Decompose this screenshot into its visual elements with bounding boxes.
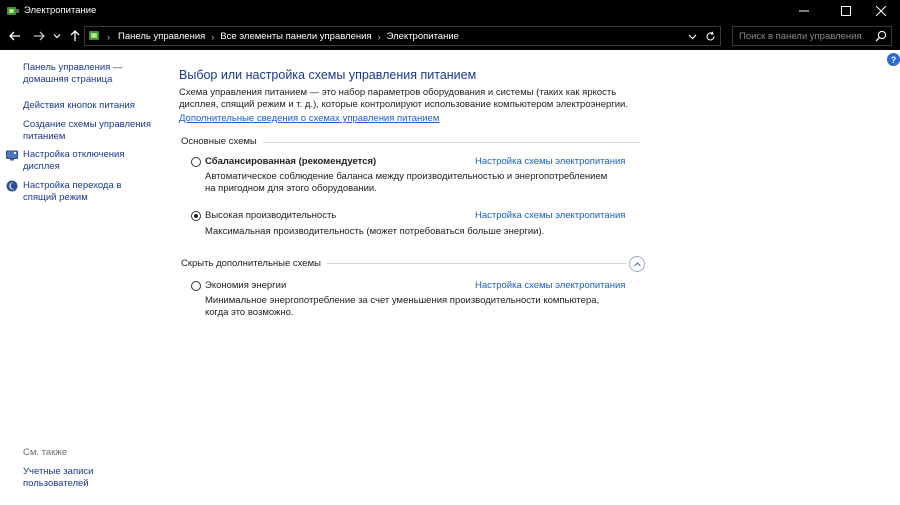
- sidebar-item-create-power-plan[interactable]: [23, 119, 151, 143]
- plan-description-line: Максимальная производительность (может потребоваться больше энергии).: [205, 226, 545, 237]
- close-button[interactable]: [864, 0, 898, 22]
- search-icon[interactable]: [875, 30, 887, 42]
- sidebar-item-sleep-settings[interactable]: [23, 180, 121, 204]
- breadcrumb-item[interactable]: Электропитание: [386, 31, 459, 42]
- chevron-up-icon: [633, 260, 642, 269]
- minimize-icon: [799, 6, 809, 16]
- plan-description-line: когда это возможно.: [205, 307, 294, 318]
- forward-button[interactable]: [30, 27, 48, 45]
- plan-radio-balanced[interactable]: [191, 157, 201, 167]
- sidebar-item-label: Настройка перехода в: [23, 180, 122, 191]
- address-bar[interactable]: [84, 26, 721, 46]
- address-history-button[interactable]: [686, 30, 698, 42]
- breadcrumb-item[interactable]: Все элементы панели управления: [220, 31, 372, 42]
- window-title: Электропитание: [24, 5, 97, 16]
- refresh-button[interactable]: [704, 30, 716, 42]
- chevron-down-icon: [53, 32, 61, 40]
- search-input[interactable]: [733, 27, 873, 45]
- plan-description-line: на пригодном для этого оборудовании.: [205, 183, 377, 194]
- maximize-button[interactable]: [829, 0, 863, 22]
- refresh-icon: [705, 31, 716, 42]
- learn-more-link[interactable]: Дополнительные сведения о схемах управления питанием: [179, 113, 440, 124]
- search-box[interactable]: [732, 26, 892, 46]
- plan-radio-power-saver[interactable]: [191, 281, 201, 291]
- breadcrumb-separator-icon[interactable]: ›: [377, 31, 381, 42]
- breadcrumb-separator-icon[interactable]: ›: [107, 31, 110, 42]
- plan-name-balanced[interactable]: Сбалансированная (рекомендуется): [205, 156, 377, 167]
- sidebar-item-label: Действия кнопок питания: [23, 100, 135, 111]
- sidebar-item-label: пользователей: [23, 478, 89, 489]
- breadcrumb: [107, 31, 459, 42]
- description-line: Схема управления питанием — это набор параметров оборудования и системы (таких как яркость: [179, 87, 617, 98]
- sidebar-item-power-buttons[interactable]: [23, 100, 135, 112]
- plan-description-power-saver: [205, 295, 625, 319]
- display-icon: [6, 150, 18, 162]
- sidebar-item-label: Настройка отключения: [23, 149, 125, 160]
- chevron-down-icon: [688, 32, 697, 41]
- title-bar: [0, 0, 900, 22]
- sidebar-item-label: Учетные записи: [23, 466, 94, 477]
- minimize-button[interactable]: [787, 0, 821, 22]
- left-navigation-pane: [0, 50, 170, 505]
- plan-description-line: Минимальное энергопотребление за счет уменьшения производительности компьютера,: [205, 295, 600, 306]
- arrow-up-icon: [69, 30, 81, 42]
- sidebar-item-label: Панель управления —: [23, 62, 123, 73]
- sidebar-item-label: спящий режим: [23, 192, 88, 203]
- plan-name-power-saver[interactable]: Экономия энергии: [205, 280, 287, 291]
- plan-settings-link-power-saver[interactable]: Настройка схемы электропитания: [475, 280, 626, 291]
- power-options-icon: [6, 4, 20, 18]
- sidebar-item-label: питанием: [23, 131, 66, 142]
- description-line: дисплея, спящий режим и т. д.), которые контролируют использование компьютером электроэнергии.: [179, 99, 629, 110]
- plan-settings-link-high-performance[interactable]: Настройка схемы электропитания: [475, 210, 626, 221]
- sidebar-item-label: дисплея: [23, 161, 60, 172]
- group-title-hide-additional-plans[interactable]: Скрыть дополнительные схемы: [181, 258, 327, 269]
- plan-radio-high-performance[interactable]: [191, 211, 201, 221]
- page-description: [179, 87, 649, 111]
- arrow-left-icon: [9, 30, 21, 42]
- close-icon: [876, 6, 886, 16]
- breadcrumb-separator-icon[interactable]: ›: [211, 31, 215, 42]
- back-button[interactable]: [6, 27, 24, 45]
- sidebar-item-control-panel-home[interactable]: [23, 62, 122, 86]
- sidebar-item-user-accounts[interactable]: [23, 466, 93, 490]
- sidebar-item-display-off-settings[interactable]: [23, 149, 125, 173]
- control-panel-icon: [88, 29, 102, 43]
- plan-description-line: Автоматическое соблюдение баланса между производительностью и энергопотреблением: [205, 171, 608, 182]
- sidebar-item-label: Создание схемы управления: [23, 119, 151, 130]
- up-button[interactable]: [66, 27, 84, 45]
- plan-settings-link-balanced[interactable]: Настройка схемы электропитания: [475, 156, 626, 167]
- page-title: Выбор или настройка схемы управления питанием: [179, 68, 477, 82]
- group-title-main-plans: Основные схемы: [181, 136, 263, 147]
- plan-description-high-performance: [205, 226, 625, 238]
- moon-icon: [6, 180, 18, 192]
- help-icon: ?: [890, 54, 897, 65]
- plan-description-balanced: [205, 171, 625, 195]
- help-button[interactable]: [887, 53, 900, 66]
- maximize-icon: [841, 6, 851, 16]
- navigation-bar: [0, 22, 900, 50]
- recent-locations-button[interactable]: [51, 27, 63, 45]
- breadcrumb-item[interactable]: Панель управления: [118, 31, 206, 42]
- plan-name-high-performance[interactable]: Высокая производительность: [205, 210, 337, 221]
- arrow-right-icon: [33, 30, 45, 42]
- sidebar-item-label: домашняя страница: [23, 74, 113, 85]
- collapse-additional-plans-button[interactable]: [629, 256, 645, 272]
- see-also-heading: См. также: [23, 447, 67, 458]
